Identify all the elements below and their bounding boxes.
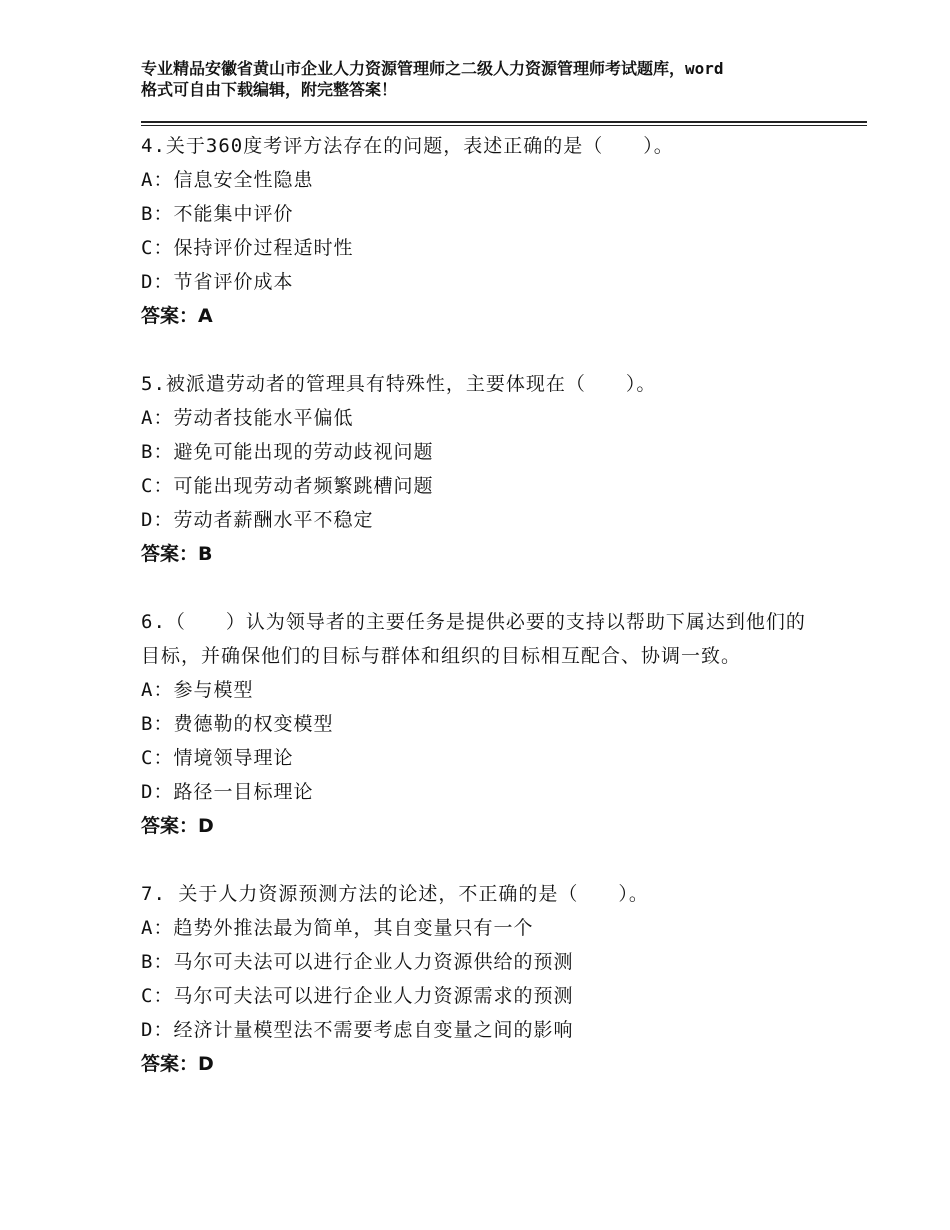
- option-d: D：节省评价成本: [141, 271, 294, 293]
- question-text: 6.（ ）认为领导者的主要任务是提供必要的支持以帮助下属达到他们的目标，并确保他们的目标与群体和组织的目标相互配合、协调一致。: [141, 611, 806, 667]
- option-d: D：劳动者薪酬水平不稳定: [141, 509, 374, 531]
- option-b: B：避免可能出现的劳动歧视问题: [141, 441, 434, 463]
- answer: 答案：A: [141, 305, 213, 327]
- option-a: A：参与模型: [141, 679, 254, 701]
- option-a: A：趋势外推法最为简单，其自变量只有一个: [141, 917, 534, 939]
- header-line-2: 格式可自由下载编辑，附完整答案！: [141, 80, 398, 99]
- answer: 答案：D: [141, 1053, 214, 1075]
- option-c: C：马尔可夫法可以进行企业人力资源需求的预测: [141, 985, 574, 1007]
- header-divider: [141, 121, 867, 126]
- option-d: D：路径一目标理论: [141, 781, 314, 803]
- option-c: C：情境领导理论: [141, 747, 294, 769]
- question-6: [141, 605, 821, 843]
- question-text: 5.被派遣劳动者的管理具有特殊性，主要体现在（ ）。: [141, 373, 657, 395]
- question-text: 4.关于360度考评方法存在的问题，表述正确的是（ ）。: [141, 135, 674, 157]
- option-a: A：劳动者技能水平偏低: [141, 407, 354, 429]
- question-5: [141, 367, 821, 571]
- option-a: A：信息安全性隐患: [141, 169, 314, 191]
- option-b: B：不能集中评价: [141, 203, 294, 225]
- question-list: [141, 129, 821, 1115]
- answer: 答案：D: [141, 815, 214, 837]
- question-text: 7. 关于人力资源预测方法的论述，不正确的是（ ）。: [141, 883, 649, 905]
- option-b: B：马尔可夫法可以进行企业人力资源供给的预测: [141, 951, 574, 973]
- header-line-1: 专业精品安徽省黄山市企业人力资源管理师之二级人力资源管理师考试题库，word: [141, 59, 724, 78]
- option-d: D：经济计量模型法不需要考虑自变量之间的影响: [141, 1019, 574, 1041]
- answer: 答案：B: [141, 543, 213, 565]
- option-c: C：保持评价过程适时性: [141, 237, 354, 259]
- option-c: C：可能出现劳动者频繁跳槽问题: [141, 475, 434, 497]
- page-header: [141, 58, 841, 100]
- question-7: [141, 877, 821, 1081]
- question-4: [141, 129, 821, 333]
- option-b: B：费德勒的权变模型: [141, 713, 334, 735]
